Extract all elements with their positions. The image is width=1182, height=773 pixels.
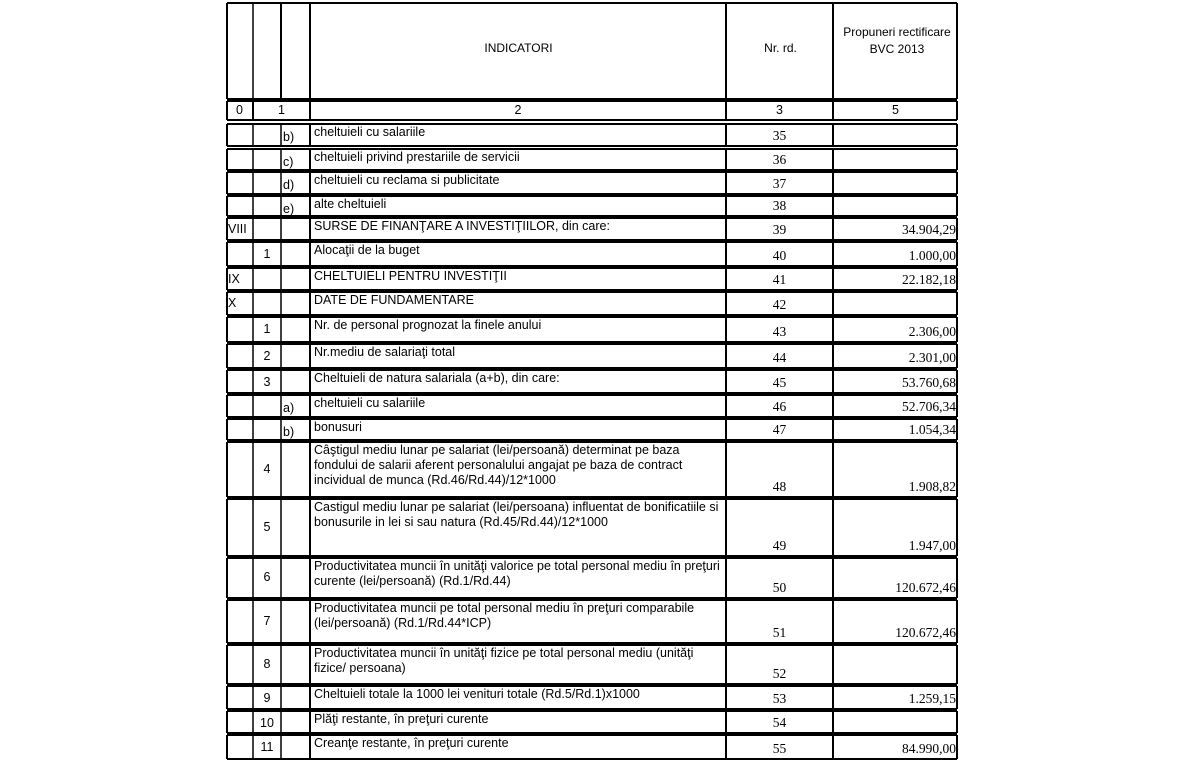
sub-letter (283, 606, 309, 621)
sub-letter: a) (283, 401, 295, 415)
row-number: 35 (772, 128, 787, 143)
sub-letter (283, 651, 309, 666)
indicator-label: Câştigul mediu lunar pe salariat (lei/persoană) determinat pe baza fondului de salarii aferent personalului angajat pe baza de contract incividual de munca (Rd.46/Rd.44)/12*1000 (314, 443, 683, 487)
row-number: 44 (772, 350, 787, 365)
bvc-indicators-table (226, 2, 960, 761)
roman-numeral (228, 246, 254, 261)
indicator-label: Productivitatea muncii pe total personal mediu în preţuri comparabile (lei/persoană) (Rd.1/Rd.44*ICP) (314, 601, 695, 630)
row-index: 10 (260, 716, 274, 730)
row-number: 39 (772, 222, 787, 237)
header-nr-rd: Nr. rd. (764, 41, 797, 55)
roman-numeral (228, 446, 254, 461)
roman-numeral (228, 374, 254, 389)
value-cell: 120.672,46 (895, 625, 956, 640)
sub-letter (283, 224, 309, 239)
row-number: 38 (772, 198, 787, 213)
row-number: 46 (772, 399, 787, 414)
row-number: 37 (772, 176, 787, 191)
row-number: 55 (772, 741, 787, 756)
roman-numeral (228, 739, 254, 754)
indicator-label: Plăţi restante, în preţuri curente (314, 712, 489, 726)
row-index (253, 400, 281, 415)
indicator-label: Nr. de personal prognozat la finele anului (314, 318, 542, 332)
row-number: 48 (772, 479, 787, 494)
sub-letter (283, 350, 309, 365)
indicator-label: cheltuieli cu salariile (314, 396, 426, 410)
row-number: 45 (772, 375, 787, 390)
indicator-label: Cheltuieli de natura salariala (a+b), din care: (314, 371, 560, 385)
roman-numeral (228, 503, 254, 518)
value-cell (833, 152, 956, 168)
sub-letter: c) (283, 155, 294, 169)
value-cell (833, 176, 956, 192)
row-index: 7 (263, 614, 271, 628)
row-index: 6 (263, 570, 271, 584)
value-cell: 22.182,18 (902, 272, 956, 287)
value-cell: 1.259,15 (908, 691, 956, 706)
row-number: 41 (772, 272, 787, 287)
row-number: 40 (772, 248, 787, 263)
row-index: 8 (263, 657, 271, 671)
row-index: 1 (263, 247, 271, 261)
value-cell (833, 297, 956, 313)
sub-letter (283, 717, 309, 732)
row-number: 52 (772, 666, 787, 681)
row-number: 43 (772, 324, 787, 339)
row-index (253, 154, 281, 169)
row-index (253, 201, 281, 216)
indicator-label: CHELTUIELI PENTRU INVESTIŢII (314, 269, 507, 283)
sub-letter (283, 323, 309, 338)
value-cell: 1.908,82 (908, 479, 956, 494)
value-cell: 1.000,00 (908, 248, 956, 263)
indicator-label: Cheltuieli totale la 1000 lei venituri totale (Rd.5/Rd.1)x1000 (314, 687, 640, 701)
roman-numeral (228, 176, 254, 191)
indicator-label: Productivitatea muncii în unităţi valorice pe total personal mediu în preţuri curente (lei/persoană) (Rd.1/Rd.44) (314, 559, 720, 588)
indicator-label: SURSE DE FINANŢARE A INVESTIŢIILOR, din care: (314, 219, 610, 233)
roman-numeral (228, 562, 254, 577)
value-cell (833, 666, 956, 682)
roman-numeral (228, 649, 254, 664)
indicator-label: cheltuieli privind prestariile de servicii (314, 150, 520, 164)
indicator-label: cheltuieli cu salariile (314, 125, 426, 139)
sub-letter: d) (283, 178, 295, 192)
value-cell: 53.760,68 (902, 375, 956, 390)
sub-letter (283, 741, 309, 756)
row-index: 2 (263, 349, 271, 363)
row-index (253, 273, 281, 288)
indicator-label: bonusuri (314, 420, 362, 434)
sub-letter (283, 274, 309, 289)
value-cell: 1.054,34 (908, 422, 956, 437)
indicator-label: Alocaţii de la buget (314, 243, 420, 257)
value-cell: 2.306,00 (908, 324, 956, 339)
row-number: 49 (772, 538, 787, 553)
row-index (253, 424, 281, 439)
value-cell: 34.904,29 (902, 222, 956, 237)
sub-letter: b) (283, 130, 295, 144)
indicator-label: Castigul mediu lunar pe salariat (lei/persoana) influentat de bonificatiile si bonusurile in lei si sau natura (Rd.45/Rd.44)/12*1000 (314, 500, 719, 529)
roman-numeral (228, 128, 254, 143)
header-indicatori: INDICATORI (484, 41, 553, 55)
column-number-2: 2 (514, 103, 522, 117)
indicator-label: Productivitatea muncii în unităţi fizice pe total personal mediu (unităţi fizice/ persoana) (314, 646, 694, 675)
value-cell: 84.990,00 (902, 741, 956, 756)
sub-letter (283, 505, 309, 520)
sub-letter (283, 564, 309, 579)
indicator-label: DATE DE FUNDAMENTARE (314, 293, 474, 307)
roman-numeral (228, 153, 254, 168)
value-cell (833, 128, 956, 144)
value-cell: 2.301,00 (908, 350, 956, 365)
row-number: 50 (772, 580, 787, 595)
roman-numeral (228, 715, 254, 730)
row-index (253, 177, 281, 192)
sub-letter: e) (283, 202, 295, 216)
row-number: 53 (772, 691, 787, 706)
indicator-label: Nr.mediu de salariaţi total (314, 345, 456, 359)
row-number: 36 (772, 152, 787, 167)
roman-numeral: VIII (228, 222, 247, 236)
row-index: 1 (263, 322, 271, 336)
row-index: 4 (263, 462, 271, 476)
sub-letter (283, 448, 309, 463)
indicator-label: cheltuieli cu reclama si publicitate (314, 173, 500, 187)
sub-letter (283, 692, 309, 707)
roman-numeral (228, 348, 254, 363)
row-index: 11 (260, 740, 274, 754)
roman-numeral: X (228, 296, 237, 310)
sub-letter: b) (283, 425, 295, 439)
indicator-label: alte cheltuieli (314, 197, 387, 211)
row-number: 51 (772, 625, 787, 640)
row-index: 3 (263, 375, 271, 389)
row-index (253, 297, 281, 312)
value-cell (833, 198, 956, 214)
value-cell: 120.672,46 (895, 580, 956, 595)
sub-letter (283, 298, 309, 313)
column-number-5: 5 (892, 103, 899, 117)
row-index (253, 223, 281, 238)
value-cell: 1.947,00 (908, 538, 956, 553)
roman-numeral (228, 399, 254, 414)
roman-numeral: IX (228, 272, 240, 286)
value-cell (833, 715, 956, 731)
row-number: 54 (772, 715, 787, 730)
indicator-label: Creanţe restante, în preţuri curente (314, 736, 509, 750)
roman-numeral (228, 200, 254, 215)
roman-numeral (228, 423, 254, 438)
sub-letter (283, 376, 309, 391)
column-number-0: 0 (236, 103, 243, 117)
row-number: 47 (772, 422, 787, 437)
header-propuneri: Propuneri rectificare BVC 2013 (843, 25, 951, 56)
column-number-1: 1 (278, 103, 285, 117)
sub-letter (283, 248, 309, 263)
roman-numeral (228, 321, 254, 336)
roman-numeral (228, 690, 254, 705)
roman-numeral (228, 604, 254, 619)
row-index (253, 129, 281, 144)
column-number-3: 3 (776, 103, 783, 117)
value-cell: 52.706,34 (902, 399, 956, 414)
row-index: 9 (263, 691, 271, 705)
row-index: 5 (263, 520, 271, 534)
row-number: 42 (772, 297, 787, 312)
